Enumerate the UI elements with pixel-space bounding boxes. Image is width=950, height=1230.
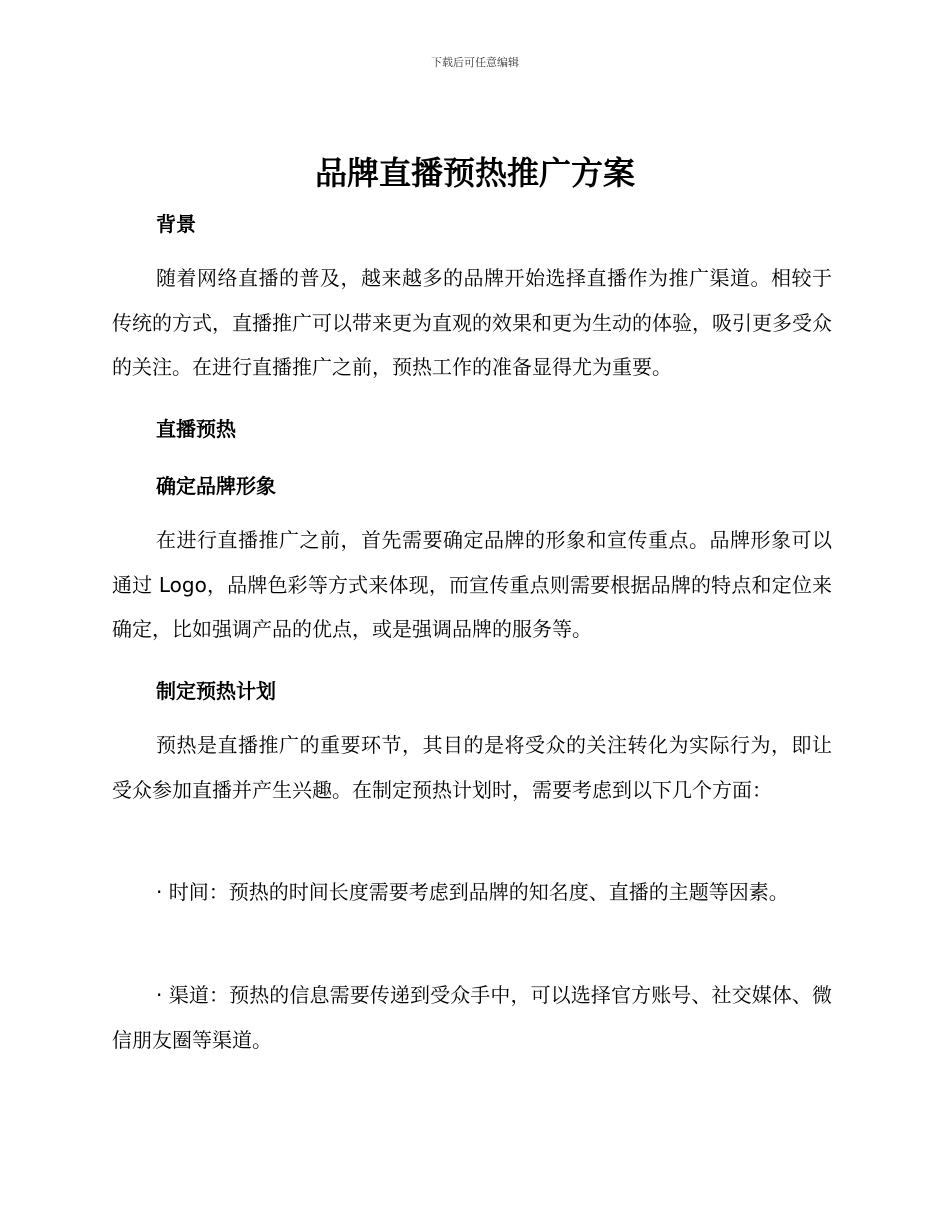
bullet-time: · 时间：预热的时间长度需要考虑到品牌的知名度、直播的主题等因素。 [156, 880, 789, 904]
paragraph-preheat-plan: 预热是直播推广的重要环节，其目的是将受众的关注转化为实际行为，即让受众参加直播并产生兴趣。在制定预热计划时，需要考虑到以下几个方面： [112, 733, 832, 802]
section-heading-preheat-plan: 制定预热计划 [156, 679, 276, 703]
header-note: 下载后可任意编辑 [431, 56, 519, 69]
section-heading-live-preheat: 直播预热 [156, 417, 236, 441]
bullet-channel: · 渠道：预热的信息需要传递到受众手中，可以选择官方账号、社交媒体、微信朋友圈等渠道。 [112, 983, 832, 1052]
paragraph-background: 随着网络直播的普及，越来越多的品牌开始选择直播作为推广渠道。相较于传统的方式，直播推广可以带来更为直观的效果和更为生动的体验，吸引更多受众的关注。在进行直播推广之前，预热工作的准备显得尤为重要。 [112, 266, 832, 379]
paragraph-brand-image: 在进行直播推广之前，首先需要确定品牌的形象和宣传重点。品牌形象可以通过 Logo，品牌色彩等方式来体现，而宣传重点则需要根据品牌的特点和定位来确定，比如强调产品的优点，或是强调品牌的服务等。 [112, 528, 832, 641]
section-heading-brand-image: 确定品牌形象 [156, 474, 276, 498]
document-title: 品牌直播预热推广方案 [314, 154, 635, 192]
section-heading-background: 背景 [156, 212, 196, 236]
